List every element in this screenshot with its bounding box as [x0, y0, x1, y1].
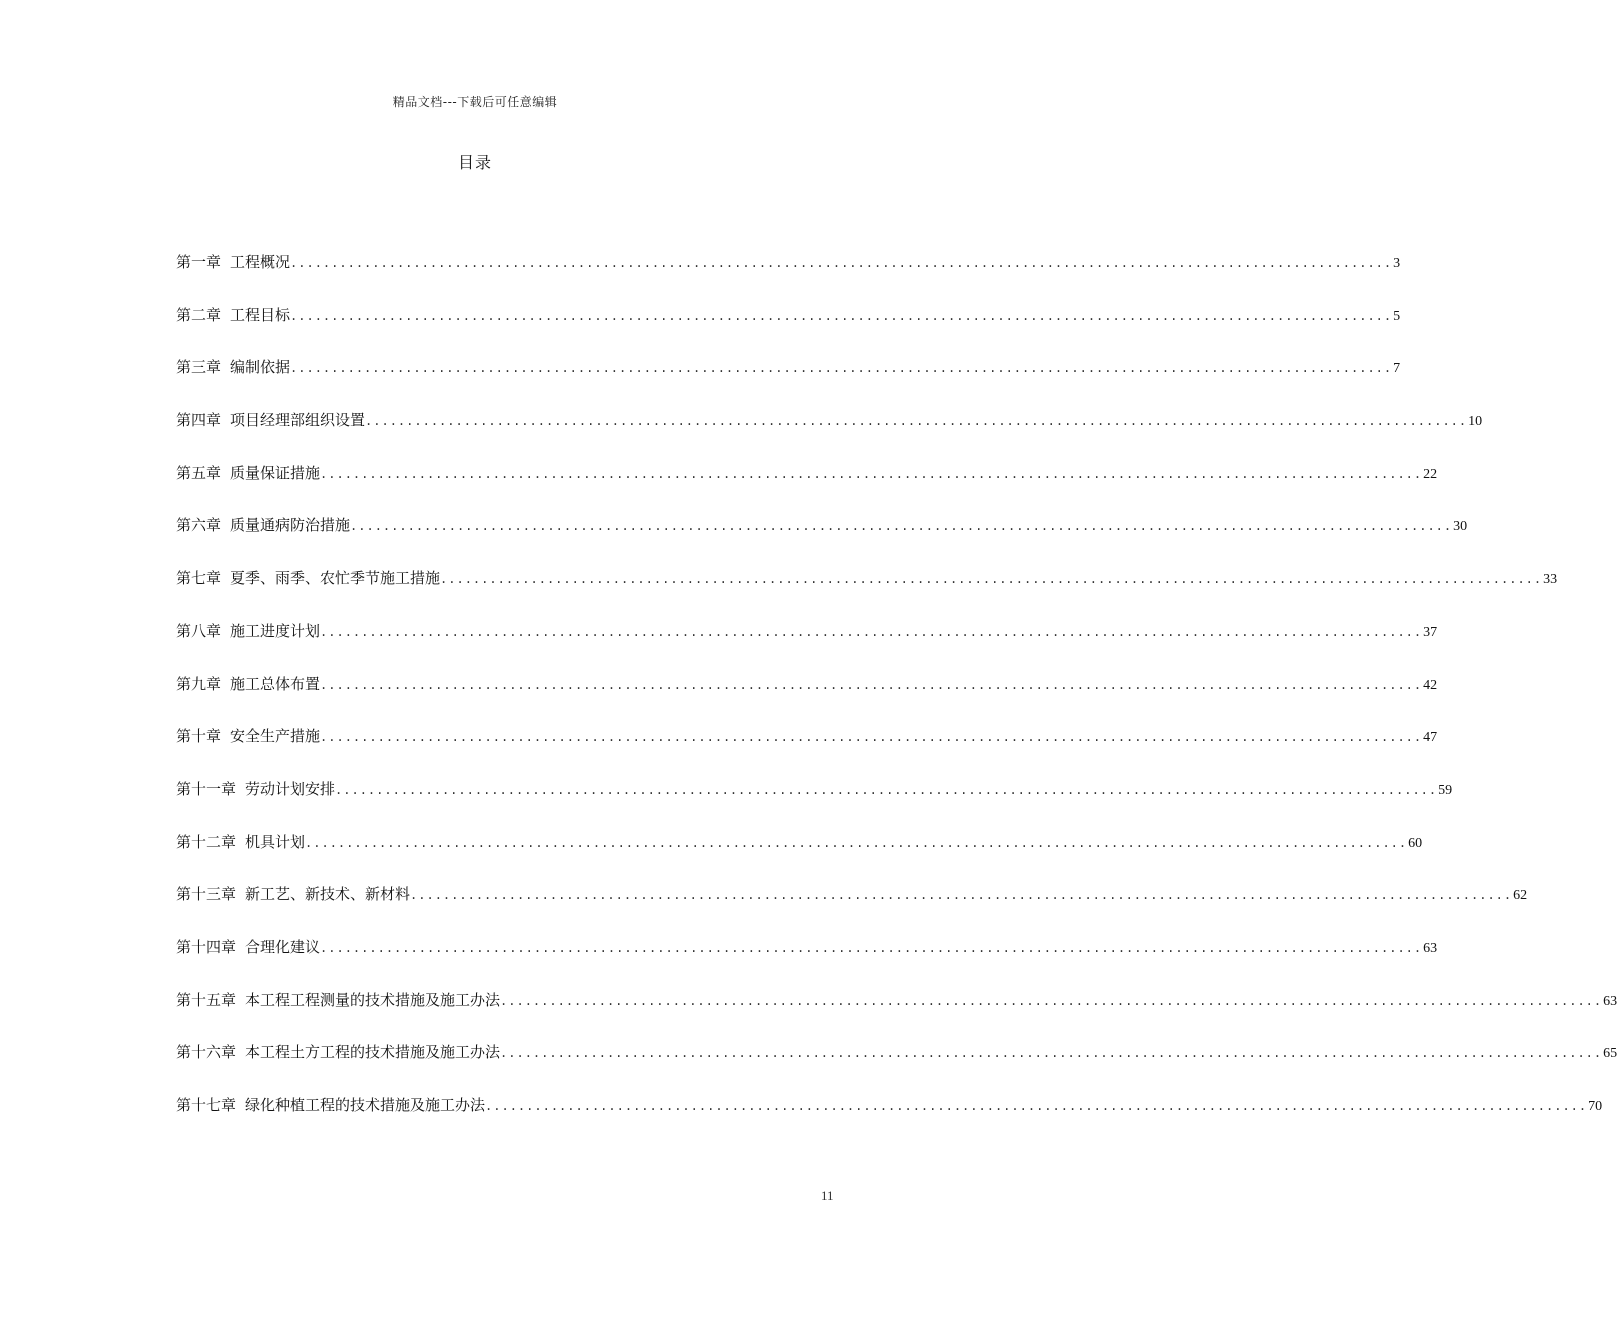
toc-entry[interactable] — [176, 1094, 1603, 1147]
toc-entry[interactable] — [176, 304, 1401, 357]
toc-entry[interactable] — [176, 620, 1438, 673]
toc-entry-leader: ...................................................................................................................................... — [320, 624, 1423, 639]
toc-entry-page: 10 — [1468, 414, 1483, 430]
toc-entry-page: 3 — [1393, 256, 1401, 271]
toc-entry-page: 70 — [1588, 1099, 1603, 1114]
toc-entry-leader: ...................................................................................................................................... — [335, 782, 1438, 797]
toc-entry-title: 本工程土方工程的技术措施及施工办法 — [245, 1043, 501, 1062]
toc-entry-leader: ...................................................................................................................................... — [290, 361, 1393, 376]
toc-entry[interactable] — [176, 356, 1401, 409]
toc-entry[interactable] — [176, 462, 1438, 515]
toc-entry-title: 工程概况 — [230, 253, 291, 271]
toc-entry-chapter: 第十三章 — [176, 885, 237, 904]
toc-entry-page: 60 — [1408, 835, 1423, 851]
toc-entry-leader: ...................................................................................................................................... — [320, 730, 1423, 745]
toc-entry-page: 22 — [1423, 466, 1438, 482]
toc-entry-page: 65 — [1603, 1046, 1617, 1062]
toc-entry-chapter: 第五章 — [176, 463, 222, 482]
toc-entry-chapter: 第六章 — [176, 516, 222, 535]
toc-entry-chapter: 第十五章 — [176, 990, 237, 1009]
toc-entry-title: 施工总体布置 — [230, 674, 321, 693]
toc-entry[interactable] — [176, 831, 1423, 884]
toc-entry-title: 项目经理部组织设置 — [230, 411, 366, 430]
table-of-contents — [176, 251, 1617, 1147]
toc-entry-page: 7 — [1393, 361, 1401, 377]
toc-entry-page: 5 — [1393, 308, 1401, 324]
toc-entry-leader: ...................................................................................................................................... — [290, 256, 1393, 270]
toc-entry-leader: ...................................................................................................................................... — [350, 519, 1453, 534]
toc-entry[interactable] — [176, 1041, 1617, 1094]
toc-entry-title: 合理化建议 — [245, 937, 321, 956]
header-note: 精品文档---下载后可任意编辑 — [392, 95, 558, 109]
toc-entry-chapter: 第十一章 — [176, 779, 237, 798]
toc-entry-title: 绿化种植工程的技术措施及施工办法 — [245, 1096, 486, 1114]
toc-entry[interactable] — [176, 673, 1438, 726]
toc-entry[interactable] — [176, 936, 1438, 989]
toc-entry-title: 编制依据 — [230, 358, 291, 377]
toc-entry-title: 夏季、雨季、农忙季节施工措施 — [230, 569, 441, 588]
toc-entry-chapter: 第十二章 — [176, 832, 237, 851]
toc-entry-page: 62 — [1513, 888, 1528, 904]
toc-entry-leader: ...................................................................................................................................... — [410, 888, 1513, 903]
toc-entry[interactable] — [176, 883, 1528, 936]
toc-entry-chapter: 第四章 — [176, 411, 222, 430]
toc-entry-leader: ...................................................................................................................................... — [290, 308, 1393, 323]
toc-entry-title: 施工进度计划 — [230, 621, 321, 640]
toc-entry-leader: ...................................................................................................................................... — [320, 677, 1423, 692]
toc-entry-chapter: 第一章 — [176, 253, 222, 271]
toc-entry-leader: ...................................................................................................................................... — [365, 414, 1468, 429]
toc-entry-page: 63 — [1603, 993, 1617, 1009]
toc-entry-title: 质量通病防治措施 — [230, 516, 351, 535]
toc-entry-title: 新工艺、新技术、新材料 — [245, 885, 411, 904]
toc-entry-title: 安全生产措施 — [230, 727, 321, 746]
toc-entry[interactable] — [176, 725, 1438, 778]
toc-entry-page: 47 — [1423, 730, 1438, 746]
toc-entry[interactable] — [176, 778, 1453, 831]
page-number: 11 — [821, 1188, 834, 1203]
toc-entry-title: 工程目标 — [230, 305, 291, 324]
toc-entry[interactable] — [176, 567, 1558, 620]
toc-entry-leader: ...................................................................................................................................... — [500, 1046, 1603, 1061]
toc-entry-chapter: 第十七章 — [176, 1096, 237, 1114]
toc-entry[interactable] — [176, 251, 1401, 304]
toc-entry-chapter: 第十四章 — [176, 937, 237, 956]
toc-entry-chapter: 第八章 — [176, 621, 222, 640]
toc-entry-leader: ...................................................................................................................................... — [305, 835, 1408, 850]
toc-entry-leader: ...................................................................................................................................... — [440, 572, 1543, 587]
toc-entry-chapter: 第七章 — [176, 569, 222, 588]
toc-entry-page: 30 — [1453, 519, 1468, 535]
toc-entry-page: 59 — [1438, 782, 1453, 798]
toc-entry-chapter: 第九章 — [176, 674, 222, 693]
toc-entry-page: 37 — [1423, 624, 1438, 640]
toc-entry-title: 本工程工程测量的技术措施及施工办法 — [245, 990, 501, 1009]
toc-entry-leader: ...................................................................................................................................... — [320, 466, 1423, 481]
toc-entry-page: 42 — [1423, 677, 1438, 693]
toc-entry-chapter: 第三章 — [176, 358, 222, 377]
toc-entry-title: 劳动计划安排 — [245, 779, 336, 798]
toc-entry-chapter: 第十六章 — [176, 1043, 237, 1062]
toc-entry[interactable] — [176, 514, 1468, 567]
toc-entry-title: 机具计划 — [245, 832, 306, 851]
toc-entry-leader: ...................................................................................................................................... — [485, 1099, 1588, 1113]
toc-entry-chapter: 第二章 — [176, 305, 222, 324]
toc-entry-leader: ...................................................................................................................................... — [500, 993, 1603, 1008]
toc-entry[interactable] — [176, 989, 1617, 1042]
toc-title: 目录 — [457, 153, 492, 172]
toc-entry-leader: ...................................................................................................................................... — [320, 940, 1423, 955]
toc-entry[interactable] — [176, 409, 1483, 462]
toc-entry-chapter: 第十章 — [176, 727, 222, 746]
toc-entry-title: 质量保证措施 — [230, 463, 321, 482]
toc-entry-page: 33 — [1543, 572, 1558, 588]
toc-entry-page: 63 — [1423, 940, 1438, 956]
